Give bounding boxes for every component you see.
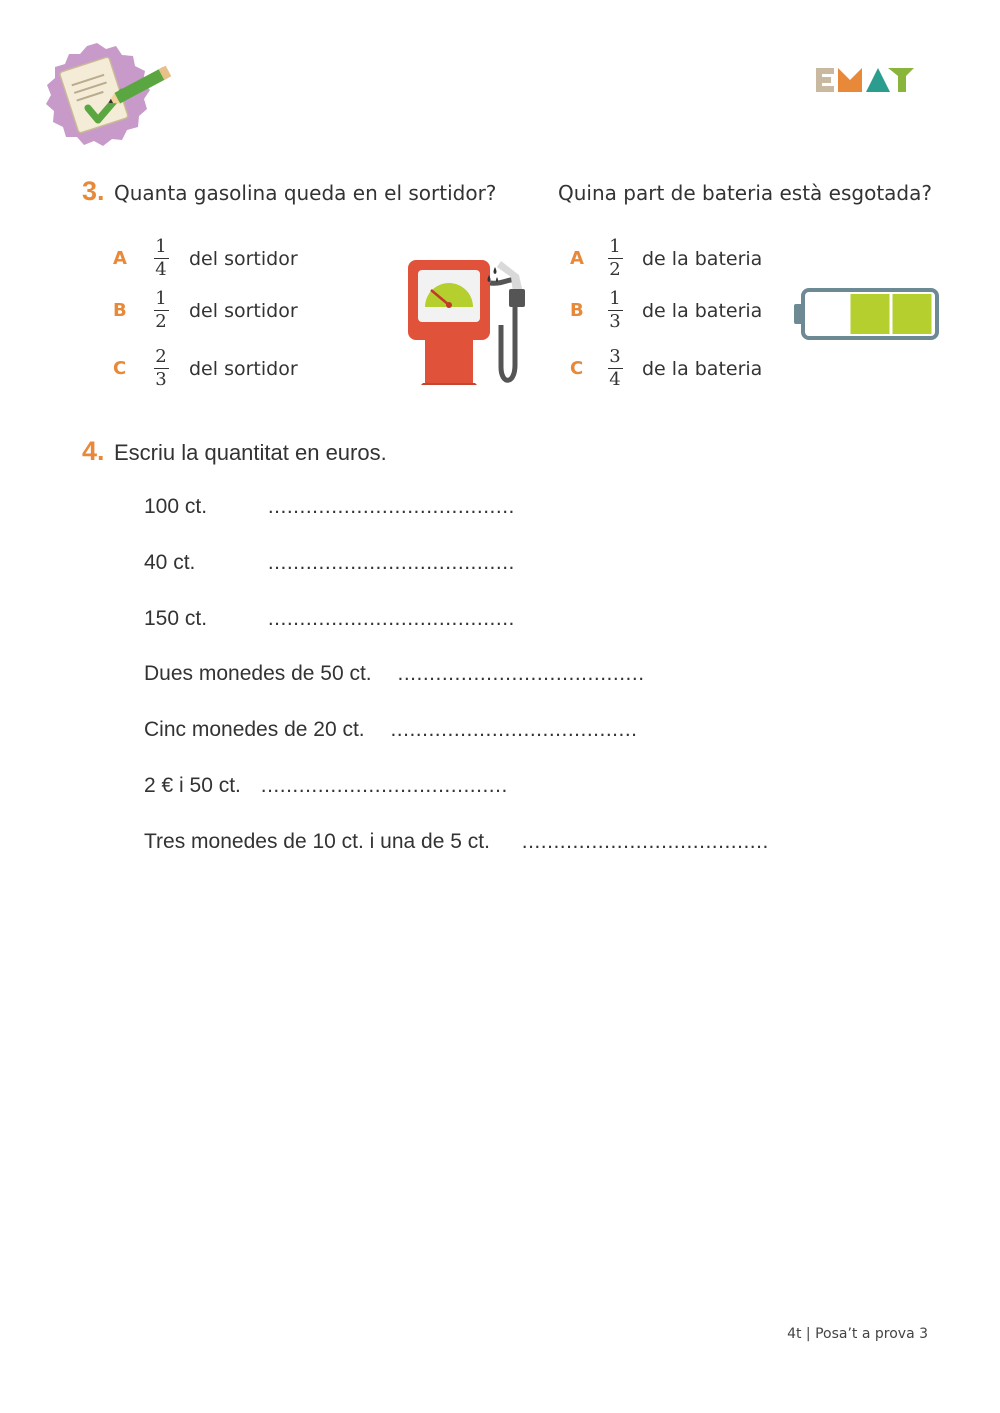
- option-text: del sortidor: [189, 247, 298, 270]
- battery-cell-charged: [851, 294, 890, 334]
- battery-option-b[interactable]: [570, 289, 762, 332]
- option-letter: A: [570, 248, 584, 269]
- row-label: Dues monedes de 50 ct.: [144, 662, 372, 685]
- answer-blank[interactable]: .......................................: [260, 774, 508, 797]
- option-letter: C: [570, 358, 584, 379]
- answer-blank[interactable]: .......................................: [267, 551, 515, 574]
- battery-icon: [792, 286, 942, 344]
- option-text: de la bateria: [642, 299, 763, 322]
- answer-blank[interactable]: .......................................: [390, 718, 638, 741]
- battery-question: Quina part de bateria està esgotada?: [558, 181, 932, 205]
- fuel-option-b[interactable]: [113, 289, 298, 332]
- battery-cell-charged: [893, 294, 932, 334]
- fraction: $\frac{1}{3}$: [609, 288, 621, 332]
- row-label: 100 ct.: [144, 495, 208, 518]
- row-label: 150 ct.: [144, 607, 208, 630]
- battery-cell-empty: [809, 294, 848, 334]
- exercise-row: [144, 607, 515, 631]
- option-text: de la bateria: [642, 247, 763, 270]
- emat-logo: [816, 66, 916, 94]
- fraction: $\frac{1}{2}$: [609, 236, 621, 280]
- option-text: del sortidor: [189, 299, 298, 322]
- answer-blank[interactable]: .......................................: [521, 830, 769, 853]
- option-text: del sortidor: [189, 357, 298, 380]
- option-letter: B: [570, 300, 584, 321]
- question-3-number: 3.: [82, 176, 105, 206]
- page-footer: 4t | Posa’t a prova 3: [787, 1326, 928, 1342]
- fraction: $\frac{3}{4}$: [609, 346, 621, 390]
- exercise-row: [144, 495, 515, 519]
- answer-blank[interactable]: .......................................: [267, 607, 515, 630]
- answer-blank[interactable]: .......................................: [267, 495, 515, 518]
- answer-blank[interactable]: .......................................: [397, 662, 645, 685]
- option-letter: C: [113, 358, 127, 379]
- exercise-row: [144, 774, 508, 798]
- row-label: 2 € i 50 ct.: [144, 774, 241, 797]
- fraction: $\frac{1}{4}$: [155, 236, 167, 280]
- row-label: 40 ct.: [144, 551, 196, 574]
- test-badge-icon: [42, 40, 177, 150]
- exercise-row: [144, 718, 638, 742]
- gas-pump-icon: [405, 255, 535, 390]
- fuel-option-c[interactable]: [113, 347, 298, 390]
- option-letter: A: [113, 248, 127, 269]
- fuel-option-a[interactable]: [113, 237, 298, 280]
- euros-question: Escriu la quantitat en euros.: [114, 440, 387, 465]
- option-letter: B: [113, 300, 127, 321]
- fraction: $\frac{1}{2}$: [155, 288, 167, 332]
- exercise-row: [144, 551, 515, 575]
- fuel-question: Quanta gasolina queda en el sortidor?: [114, 181, 497, 205]
- question-4-number: 4.: [82, 436, 105, 466]
- option-text: de la bateria: [642, 357, 763, 380]
- row-label: Tres monedes de 10 ct. i una de 5 ct.: [144, 830, 490, 853]
- fraction: $\frac{2}{3}$: [155, 346, 167, 390]
- battery-option-c[interactable]: [570, 347, 762, 390]
- exercise-row: [144, 830, 769, 854]
- exercise-row: [144, 662, 645, 686]
- battery-option-a[interactable]: [570, 237, 762, 280]
- row-label: Cinc monedes de 20 ct.: [144, 718, 365, 741]
